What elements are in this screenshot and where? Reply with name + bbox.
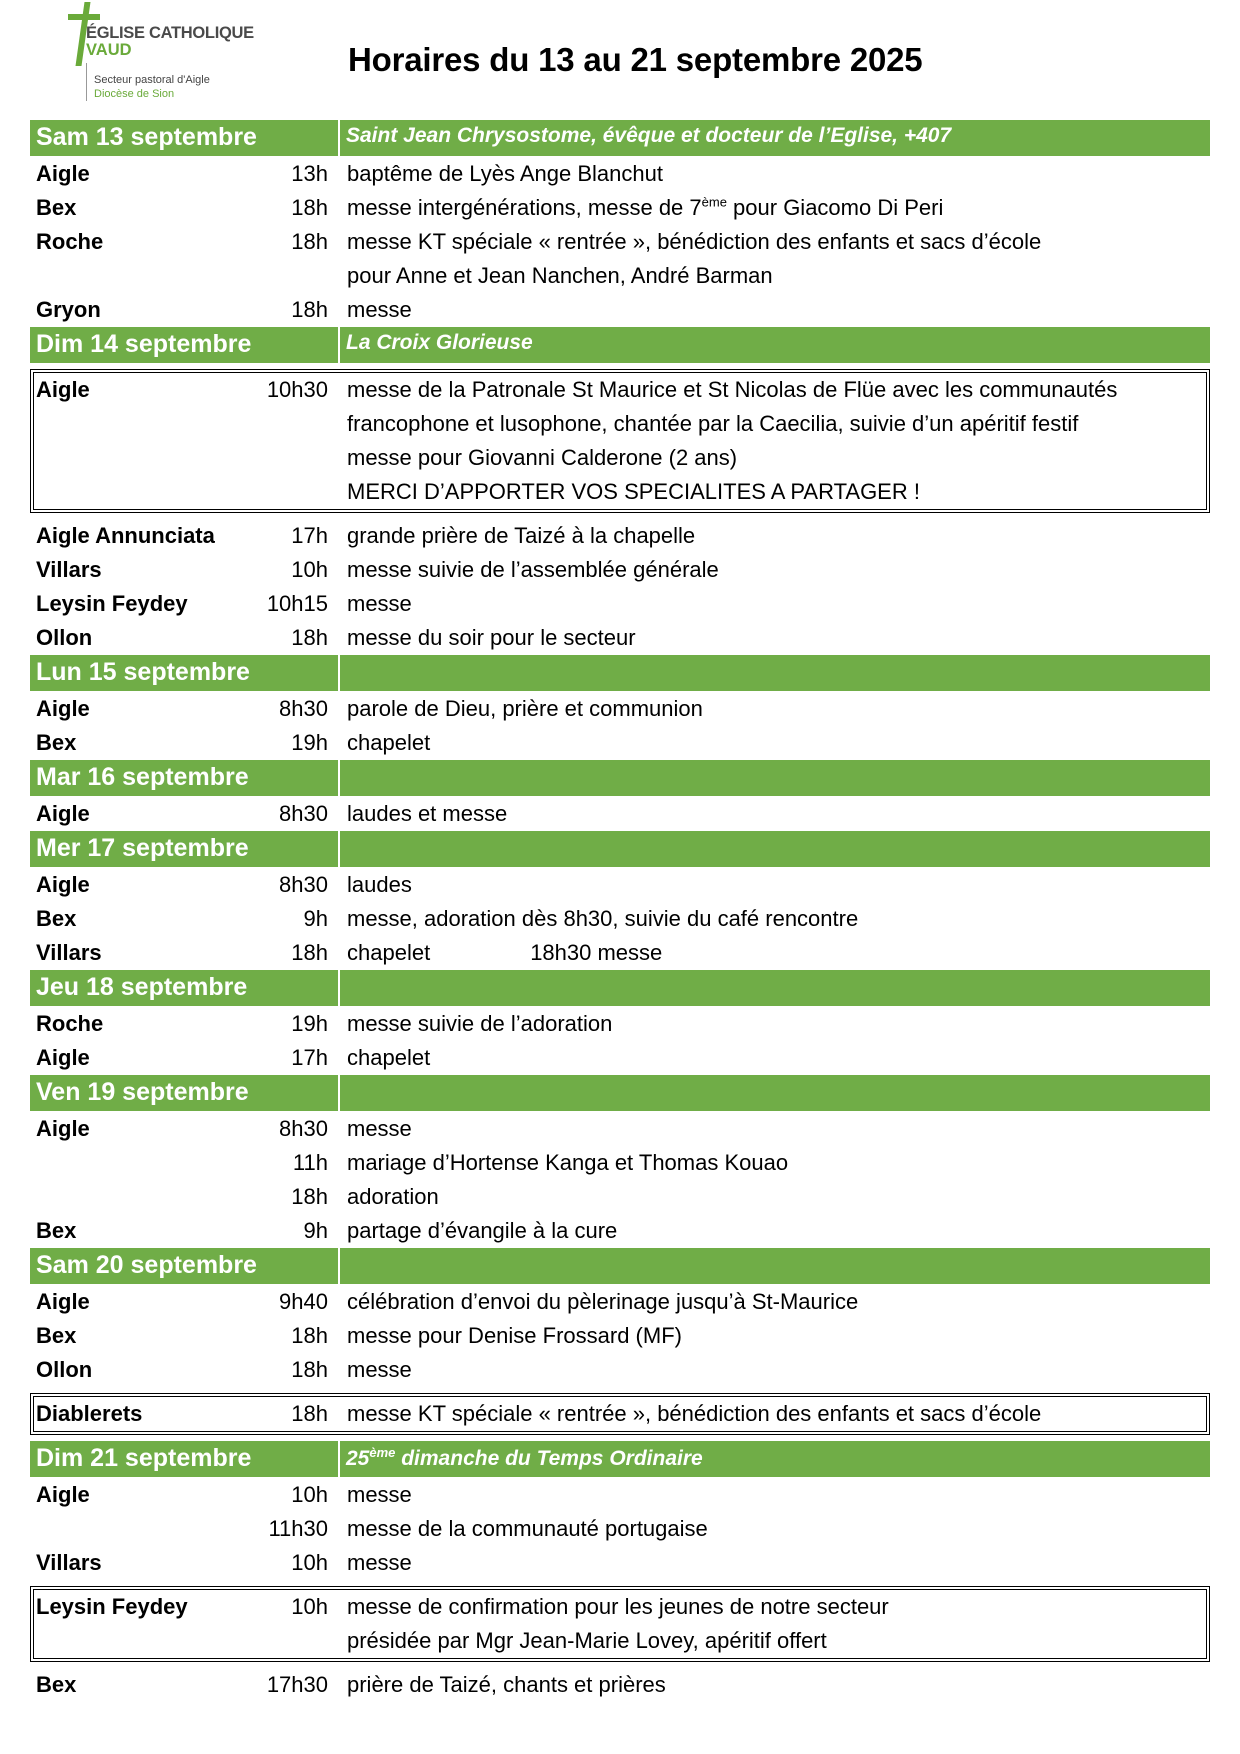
day-header bbox=[30, 327, 1210, 363]
description-line: célébration d’envoi du pèlerinage jusqu’à St-Maurice bbox=[347, 1289, 859, 1314]
day-header bbox=[30, 1248, 1210, 1284]
description-extra: 18h30 messe bbox=[530, 940, 663, 965]
description bbox=[347, 1214, 1210, 1248]
list-item bbox=[30, 1478, 1210, 1512]
time: 18h bbox=[291, 229, 328, 254]
list-item bbox=[30, 621, 1210, 655]
description-line: messe bbox=[347, 1482, 412, 1507]
list-item bbox=[30, 726, 1210, 760]
list-item bbox=[30, 1319, 1210, 1353]
divider bbox=[338, 655, 340, 691]
time: 18h bbox=[291, 1401, 328, 1426]
description-line: messe bbox=[347, 591, 412, 616]
day-header bbox=[30, 1075, 1210, 1111]
feast-number: 25 bbox=[346, 1447, 370, 1470]
day-name: Mar 16 septembre bbox=[36, 763, 249, 791]
description bbox=[347, 1512, 1210, 1546]
description bbox=[347, 1478, 1210, 1512]
description-line: laudes et messe bbox=[347, 801, 508, 826]
list-item bbox=[30, 1112, 1210, 1146]
description bbox=[347, 1041, 1210, 1075]
place: Bex bbox=[36, 1672, 77, 1697]
description bbox=[347, 726, 1210, 760]
logo bbox=[66, 0, 266, 105]
time: 9h40 bbox=[279, 1289, 328, 1314]
description-line: messe, adoration dès 8h30, suivie du café rencontre bbox=[347, 906, 859, 931]
divider bbox=[338, 831, 340, 867]
description-line: messe bbox=[347, 1550, 412, 1575]
time: 8h30 bbox=[279, 872, 328, 897]
day-header bbox=[30, 970, 1210, 1006]
day-name: Jeu 18 septembre bbox=[36, 973, 248, 1001]
description bbox=[347, 157, 1210, 191]
description bbox=[347, 553, 1210, 587]
time: 8h30 bbox=[279, 696, 328, 721]
list-item bbox=[30, 1041, 1210, 1075]
description bbox=[347, 936, 1210, 970]
time: 18h bbox=[291, 940, 328, 965]
place: Aigle bbox=[36, 872, 90, 897]
description-line: grande prière de Taizé à la chapelle bbox=[347, 523, 696, 548]
description-line: chapelet bbox=[347, 940, 431, 965]
page-title: Horaires du 13 au 21 septembre 2025 bbox=[348, 41, 923, 78]
time: 8h30 bbox=[279, 1116, 328, 1141]
schedule bbox=[30, 120, 1210, 1702]
list-item bbox=[30, 1546, 1210, 1580]
description-line: messe pour Giovanni Calderone (2 ans) bbox=[347, 445, 738, 470]
place: Leysin Feydey bbox=[36, 1594, 188, 1619]
time: 18h bbox=[291, 625, 328, 650]
time: 10h bbox=[291, 1594, 328, 1619]
description-line: pour Giacomo Di Peri bbox=[726, 195, 944, 220]
day-feast bbox=[346, 1445, 703, 1471]
list-item bbox=[30, 902, 1210, 936]
description bbox=[347, 1546, 1210, 1580]
place: Aigle bbox=[36, 696, 90, 721]
description bbox=[347, 1353, 1210, 1387]
day-name: Ven 19 septembre bbox=[36, 1078, 249, 1106]
description bbox=[347, 191, 1210, 225]
superscript: ème bbox=[369, 1445, 396, 1460]
description bbox=[347, 1112, 1210, 1146]
logo-line-4: Diocèse de Sion bbox=[94, 88, 175, 100]
description-line: messe de la Patronale St Maurice et St Nicolas de Flüe avec les communautés bbox=[347, 377, 1118, 402]
description-line: laudes bbox=[347, 872, 412, 897]
list-item bbox=[30, 1214, 1210, 1248]
time: 11h bbox=[292, 1150, 328, 1175]
day-header bbox=[30, 1441, 1210, 1477]
highlighted-item bbox=[30, 1393, 1210, 1435]
list-item bbox=[30, 1512, 1210, 1546]
time: 17h30 bbox=[266, 1672, 328, 1697]
superscript: ème bbox=[701, 194, 727, 210]
time: 10h30 bbox=[266, 377, 328, 402]
description bbox=[347, 1146, 1210, 1180]
list-item bbox=[30, 1180, 1210, 1214]
description-line: messe intergénérations, messe de 7 bbox=[347, 195, 702, 220]
list-item bbox=[30, 1353, 1210, 1387]
divider bbox=[338, 1441, 340, 1477]
place: Aigle bbox=[36, 377, 90, 402]
place: Aigle bbox=[36, 1289, 90, 1314]
time: 17h bbox=[291, 1045, 328, 1070]
feast-text: dimanche du Temps Ordinaire bbox=[395, 1447, 703, 1470]
description-line: messe bbox=[347, 1357, 412, 1382]
place: Villars bbox=[36, 1550, 102, 1575]
place: Aigle bbox=[36, 1482, 90, 1507]
divider bbox=[338, 1075, 340, 1111]
day-header bbox=[30, 120, 1210, 156]
list-item bbox=[30, 692, 1210, 726]
description-line: messe du soir pour le secteur bbox=[347, 625, 636, 650]
divider bbox=[338, 120, 340, 156]
description-line: prière de Taizé, chants et prières bbox=[347, 1672, 666, 1697]
description-line: parole de Dieu, prière et communion bbox=[347, 696, 703, 721]
place: Aigle bbox=[36, 801, 90, 826]
place: Villars bbox=[36, 557, 102, 582]
place: Ollon bbox=[36, 1357, 93, 1382]
description bbox=[347, 1668, 1210, 1702]
place: Ollon bbox=[36, 625, 93, 650]
description-line: partage d’évangile à la cure bbox=[347, 1218, 618, 1243]
divider bbox=[338, 970, 340, 1006]
place: Bex bbox=[36, 1218, 77, 1243]
day-name: Dim 21 septembre bbox=[36, 1444, 252, 1472]
list-item bbox=[30, 1146, 1210, 1180]
time: 13h bbox=[291, 161, 328, 186]
place: Diablerets bbox=[36, 1401, 143, 1426]
description-line: pour Anne et Jean Nanchen, André Barman bbox=[347, 263, 773, 288]
description-line: MERCI D’APPORTER VOS SPECIALITES A PARTAGER ! bbox=[347, 479, 920, 504]
description bbox=[347, 1319, 1210, 1353]
logo-line-2: VAUD bbox=[86, 41, 132, 59]
time: 17h bbox=[291, 523, 328, 548]
place: Bex bbox=[36, 1323, 77, 1348]
list-item bbox=[30, 519, 1210, 553]
description bbox=[347, 692, 1210, 726]
time: 10h bbox=[291, 1482, 328, 1507]
description bbox=[347, 1007, 1210, 1041]
highlighted-item bbox=[30, 1586, 1210, 1662]
place: Bex bbox=[36, 730, 77, 755]
list-item bbox=[30, 1668, 1210, 1702]
divider bbox=[338, 327, 340, 363]
description-line: mariage d’Hortense Kanga et Thomas Kouao bbox=[347, 1150, 789, 1175]
list-item bbox=[30, 157, 1210, 191]
time: 19h bbox=[291, 730, 328, 755]
description-line: messe suivie de l’assemblée générale bbox=[347, 557, 719, 582]
place: Gryon bbox=[36, 297, 101, 322]
time: 18h bbox=[291, 1357, 328, 1382]
description-line: chapelet bbox=[347, 1045, 431, 1070]
description bbox=[347, 1285, 1210, 1319]
place: Villars bbox=[36, 940, 102, 965]
description bbox=[347, 587, 1210, 621]
list-item bbox=[30, 225, 1210, 293]
time: 9h bbox=[303, 1218, 328, 1243]
list-item bbox=[30, 293, 1210, 327]
day-name: Lun 15 septembre bbox=[36, 658, 250, 686]
time: 11h30 bbox=[268, 1516, 328, 1541]
logo-line-1: ÉGLISE CATHOLIQUE bbox=[86, 24, 254, 42]
time: 10h15 bbox=[266, 591, 328, 616]
description-line: messe bbox=[347, 297, 412, 322]
day-name: Sam 20 septembre bbox=[36, 1251, 257, 1279]
description-line: messe bbox=[347, 1116, 412, 1141]
day-name: Dim 14 septembre bbox=[36, 330, 252, 358]
description-line: messe KT spéciale « rentrée », bénédiction des enfants et sacs d’école bbox=[347, 229, 1042, 254]
time: 18h bbox=[291, 297, 328, 322]
divider bbox=[338, 760, 340, 796]
description bbox=[347, 1180, 1210, 1214]
cross-icon-bar bbox=[68, 14, 100, 20]
description bbox=[347, 621, 1210, 655]
list-item bbox=[30, 1285, 1210, 1319]
list-item bbox=[30, 553, 1210, 587]
time: 9h bbox=[303, 906, 328, 931]
description bbox=[347, 225, 1210, 293]
time: 18h bbox=[291, 1323, 328, 1348]
description bbox=[347, 868, 1210, 902]
list-item bbox=[30, 868, 1210, 902]
day-name: Sam 13 septembre bbox=[36, 123, 257, 151]
time: 19h bbox=[291, 1011, 328, 1036]
place: Bex bbox=[36, 195, 77, 220]
list-item bbox=[30, 797, 1210, 831]
description-line: messe de confirmation pour les jeunes de notre secteur bbox=[347, 1594, 889, 1619]
place: Roche bbox=[36, 229, 104, 254]
list-item bbox=[30, 191, 1210, 225]
description bbox=[347, 373, 1206, 509]
description bbox=[347, 797, 1210, 831]
description-line: messe de la communauté portugaise bbox=[347, 1516, 708, 1541]
place: Aigle bbox=[36, 1045, 90, 1070]
description-line: baptême de Lyès Ange Blanchut bbox=[347, 161, 663, 186]
description-line: messe pour Denise Frossard (MF) bbox=[347, 1323, 682, 1348]
time: 18h bbox=[291, 1184, 328, 1209]
description bbox=[347, 293, 1210, 327]
description-line: adoration bbox=[347, 1184, 439, 1209]
list-item bbox=[30, 587, 1210, 621]
highlighted-item bbox=[30, 369, 1210, 513]
time: 8h30 bbox=[279, 801, 328, 826]
description-line: chapelet bbox=[347, 730, 431, 755]
day-feast: La Croix Glorieuse bbox=[346, 331, 533, 354]
description bbox=[347, 519, 1210, 553]
logo-divider bbox=[86, 63, 87, 101]
day-header bbox=[30, 655, 1210, 691]
description-line: messe suivie de l’adoration bbox=[347, 1011, 613, 1036]
description-line: messe KT spéciale « rentrée », bénédiction des enfants et sacs d’école bbox=[347, 1401, 1042, 1426]
divider bbox=[338, 1248, 340, 1284]
description bbox=[347, 1397, 1206, 1431]
logo-line-3: Secteur pastoral d'Aigle bbox=[94, 74, 210, 86]
place: Aigle Annunciata bbox=[36, 523, 215, 548]
day-header bbox=[30, 831, 1210, 867]
time: 18h bbox=[291, 195, 328, 220]
time: 10h bbox=[291, 557, 328, 582]
list-item bbox=[30, 936, 1210, 970]
description-line: présidée par Mgr Jean-Marie Lovey, apéritif offert bbox=[347, 1628, 827, 1653]
place: Leysin Feydey bbox=[36, 591, 188, 616]
description bbox=[347, 1590, 1206, 1658]
day-feast: Saint Jean Chrysostome, évêque et docteur de l’Eglise, +407 bbox=[346, 124, 952, 147]
place: Bex bbox=[36, 906, 77, 931]
description-line: francophone et lusophone, chantée par la Caecilia, suivie d’un apéritif festif bbox=[347, 411, 1079, 436]
time: 10h bbox=[291, 1550, 328, 1575]
place: Roche bbox=[36, 1011, 104, 1036]
list-item bbox=[30, 1007, 1210, 1041]
day-name: Mer 17 septembre bbox=[36, 834, 249, 862]
place: Aigle bbox=[36, 1116, 90, 1141]
day-header bbox=[30, 760, 1210, 796]
description bbox=[347, 902, 1210, 936]
place: Aigle bbox=[36, 161, 90, 186]
